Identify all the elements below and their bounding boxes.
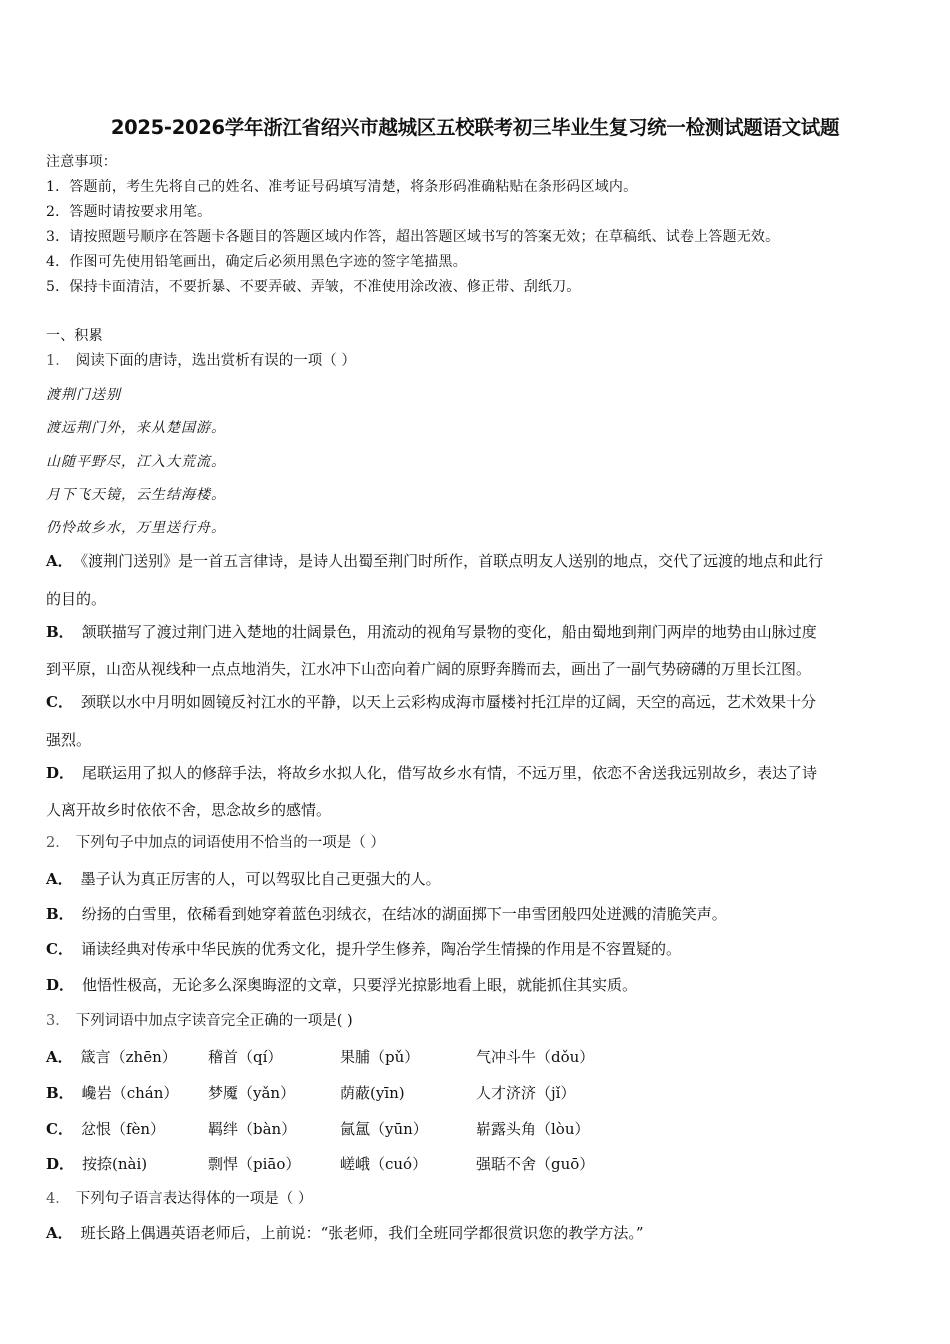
q1-option-d bbox=[46, 763, 817, 783]
notice-item: 3．请按照题号顺序在答题卡各题目的答题区域内作答，超出答题区域书写的答案无效；在草稿纸、试卷上答题无效。 bbox=[46, 229, 780, 245]
notice-item: 4．作图可先使用铅笔画出，确定后必须用黑色字迹的签字笔描黑。 bbox=[46, 254, 467, 270]
page-title: 2025-2026学年浙江省绍兴市越城区五校联考初三毕业生复习统一检测试题语文试题 bbox=[110, 116, 840, 139]
option-text: 诵读经典对传承中华民族的优秀文化，提升学生修养，陶冶学生情操的作用是不容置疑的。 bbox=[80, 940, 681, 958]
question-stem: 下列词语中加点字读音完全正确的一项是( ) bbox=[75, 1013, 353, 1029]
option-text: 墨子认为真正厉害的人，可以驾驭比自己更强大的人。 bbox=[80, 870, 441, 888]
q2-option-d bbox=[46, 975, 637, 995]
option-word: 巉岩（chán） bbox=[81, 1084, 179, 1102]
option-label: D． bbox=[46, 1155, 75, 1173]
question-stem: 下列句子中加点的词语使用不恰当的一项是（ ） bbox=[75, 835, 385, 851]
q1-option-d-cont: 人离开故乡时依依不舍，思念故乡的感情。 bbox=[46, 801, 332, 819]
q3-option-b bbox=[0, 1082, 950, 1104]
q1-option-b-cont: 到平原，山峦从视线种一点点地消失，江水冲下山峦向着广阔的原野奔腾而去，画出了一副气势磅礴的万里长江图。 bbox=[46, 660, 812, 678]
option-c-item-1 bbox=[46, 1118, 165, 1139]
option-word: 氤氲（yūn） bbox=[340, 1120, 428, 1138]
option-label: D． bbox=[46, 764, 75, 782]
option-label: A． bbox=[46, 870, 73, 888]
notice-item: 1．答题前，考生先将自己的姓名、准考证号码填写清楚，将条形码准确粘贴在条形码区域内。 bbox=[46, 179, 638, 195]
question-stem: 阅读下面的唐诗，选出赏析有误的一项（ ） bbox=[75, 353, 356, 369]
option-word: 羁绊（bàn） bbox=[208, 1120, 297, 1138]
option-label: A． bbox=[46, 1224, 73, 1242]
q3-option-c bbox=[0, 1118, 950, 1140]
poem-line: 月下飞天镜，云生结海楼。 bbox=[46, 487, 226, 503]
option-text: 颔联描写了渡过荆门进入楚地的壮阔景色，用流动的视角写景物的变化，船由蜀地到荆门两岸的地势由山脉过度 bbox=[81, 623, 817, 641]
option-d-item-1 bbox=[46, 1153, 147, 1174]
option-label: C． bbox=[46, 1120, 73, 1138]
q1-option-a-cont: 的目的。 bbox=[46, 590, 107, 608]
option-word: 箴言（zhēn） bbox=[80, 1048, 177, 1066]
option-text: 《渡荆门送别》是一首五言律诗，是诗人出蜀至荆门时所作，首联点明友人送别的地点，交代了远渡的地点和此行 bbox=[80, 552, 824, 570]
question-1 bbox=[46, 351, 356, 371]
question-3 bbox=[46, 1011, 353, 1031]
q2-option-c bbox=[46, 939, 681, 959]
option-word: 稽首（qí） bbox=[208, 1048, 283, 1066]
option-label: C． bbox=[46, 940, 73, 958]
option-label: B． bbox=[46, 623, 74, 641]
q4-option-a bbox=[46, 1223, 643, 1243]
question-number: 2． bbox=[46, 835, 70, 851]
option-word: 荫蔽(yīn) bbox=[340, 1084, 405, 1102]
option-b-item-1 bbox=[46, 1082, 178, 1103]
q1-option-a bbox=[46, 551, 823, 571]
question-2 bbox=[46, 833, 385, 853]
option-word: 嵯峨（cuó） bbox=[340, 1155, 428, 1173]
option-word: 崭露头角（lòu） bbox=[476, 1120, 590, 1138]
option-label: A． bbox=[46, 552, 73, 570]
q1-option-c bbox=[46, 692, 816, 712]
option-label: D． bbox=[46, 976, 75, 994]
notice-item: 2．答题时请按要求用笔。 bbox=[46, 204, 212, 220]
option-word: 气冲斗牛（dǒu） bbox=[476, 1048, 595, 1066]
question-number: 4． bbox=[46, 1191, 70, 1207]
option-word: 强聒不舍（guō） bbox=[476, 1155, 595, 1173]
option-word: 梦魇（yǎn） bbox=[208, 1084, 296, 1102]
question-stem: 下列句子语言表达得体的一项是（ ） bbox=[75, 1191, 313, 1207]
option-text: 颈联以水中月明如圆镜反衬江水的平静，以天上云彩构成海市蜃楼衬托江岸的辽阔，天空的高远，艺术效果十分 bbox=[80, 693, 816, 711]
option-text: 他悟性极高，无论多么深奥晦涩的文章，只要浮光掠影地看上眼，就能抓住其实质。 bbox=[82, 976, 638, 994]
q1-option-b bbox=[46, 622, 817, 642]
poem-line: 仍怜故乡水，万里送行舟。 bbox=[46, 520, 226, 536]
q3-option-d bbox=[0, 1153, 950, 1175]
notice-item: 5．保持卡面清洁，不要折暴、不要弄破、弄皱，不准使用涂改液、修正带、刮纸刀。 bbox=[46, 279, 581, 295]
option-text: 尾联运用了拟人的修辞手法，将故乡水拟人化，借写故乡水有情，不远万里，依恋不舍送我远别故乡，表达了诗 bbox=[82, 764, 818, 782]
poem-title: 渡荆门送别 bbox=[46, 387, 121, 403]
question-number: 3． bbox=[46, 1013, 70, 1029]
question-number: 1． bbox=[46, 353, 70, 369]
q3-option-a bbox=[0, 1046, 950, 1068]
section-heading: 一、积累 bbox=[46, 328, 103, 344]
option-label: A． bbox=[46, 1048, 73, 1066]
option-label: C． bbox=[46, 693, 73, 711]
option-text: 纷扬的白雪里，依稀看到她穿着蓝色羽绒衣，在结冰的湖面掷下一串雪团般四处迸溅的清脆笑声。 bbox=[81, 905, 727, 923]
option-text: 班长路上偶遇英语老师后，上前说：“张老师，我们全班同学都很赏识您的教学方法。” bbox=[80, 1224, 644, 1242]
option-word: 忿恨（fèn） bbox=[80, 1120, 166, 1138]
option-word: 人才济济（jǐ） bbox=[476, 1084, 576, 1102]
q2-option-b bbox=[46, 904, 727, 924]
option-word: 果脯（pǔ） bbox=[340, 1048, 420, 1066]
option-label: B． bbox=[46, 1084, 74, 1102]
option-word: 剽悍（piāo） bbox=[208, 1155, 301, 1173]
question-4 bbox=[46, 1189, 312, 1209]
q1-option-c-cont: 强烈。 bbox=[46, 731, 92, 749]
poem-line: 渡远荆门外，来从楚国游。 bbox=[46, 420, 226, 436]
q2-option-a bbox=[46, 869, 441, 889]
option-a-item-1 bbox=[46, 1046, 177, 1067]
option-word: 按捺(nài) bbox=[82, 1155, 148, 1173]
option-label: B． bbox=[46, 905, 74, 923]
notice-heading: 注意事项： bbox=[46, 154, 117, 170]
poem-line: 山随平野尽，江入大荒流。 bbox=[46, 454, 226, 470]
